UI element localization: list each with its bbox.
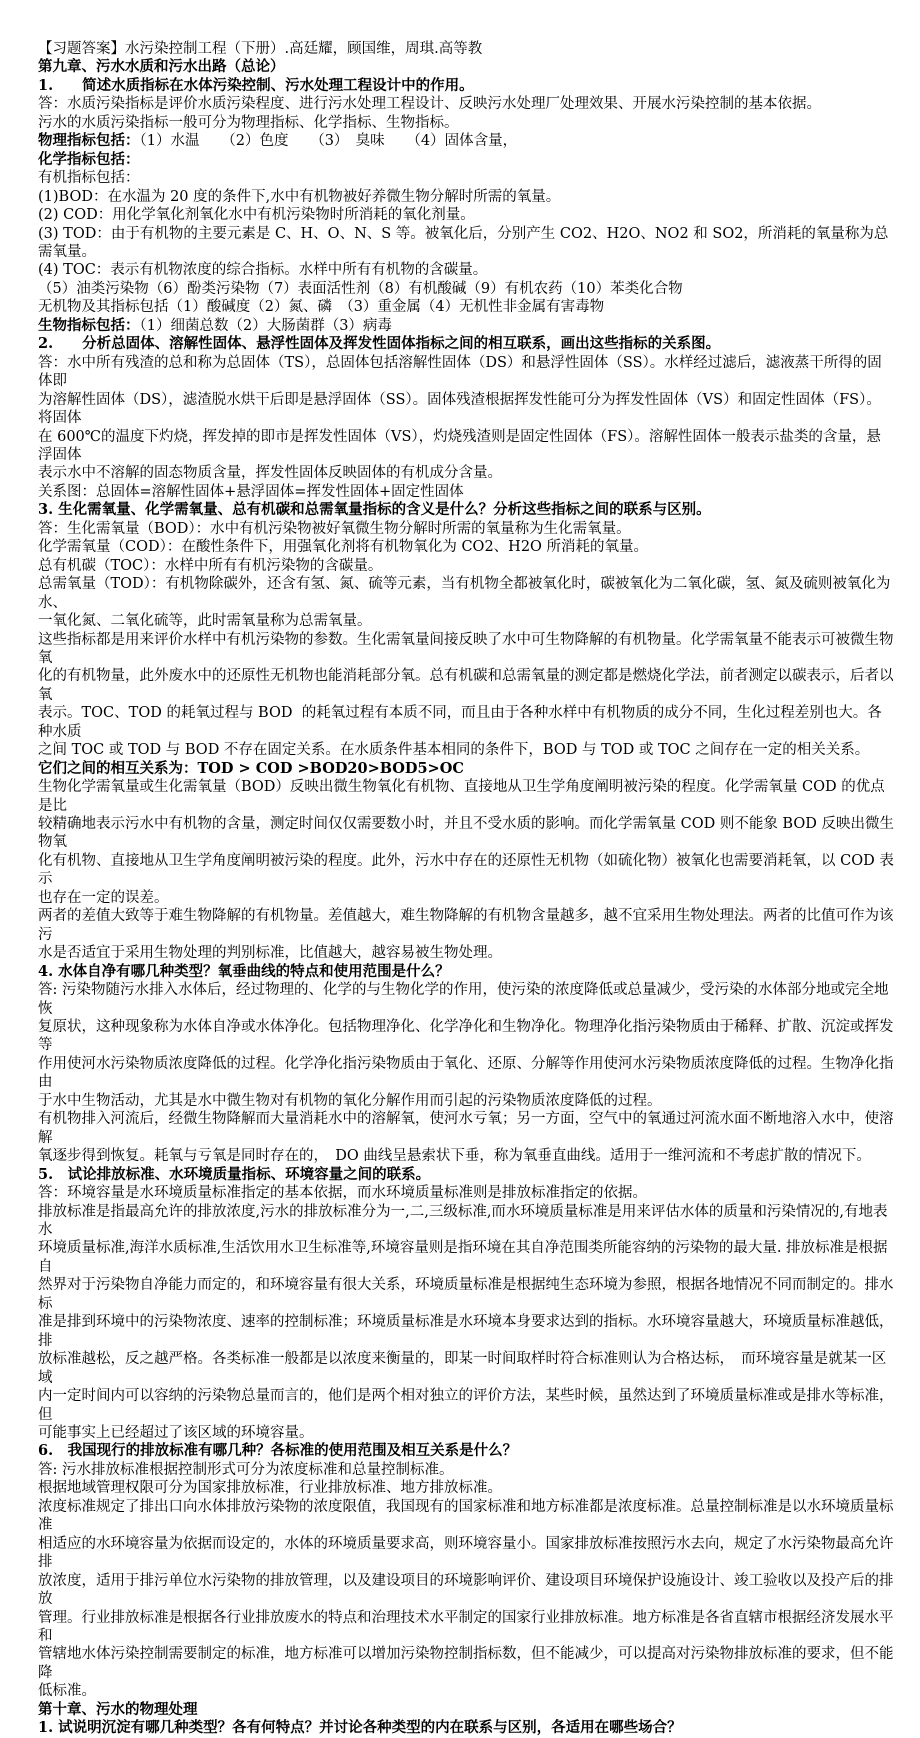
answer-line — [38, 354, 894, 391]
text-segment: 也存在一定的误差。 — [38, 889, 169, 906]
text-segment: 一氧化氮、二氧化硫等，此时需氧量称为总需氧量。 — [38, 613, 372, 630]
answer-line — [38, 1461, 894, 1479]
text-segment: 氧逐步得到恢复。耗氧与亏氧是同时存在的， DO 曲线呈悬索状下垂，称为氧垂直曲线。适用于一维河流和不考虑扩散的情况下。 — [38, 1148, 871, 1165]
text-segment: 准是排到环境中的污染物浓度、速率的控制标准；环境质量标准是水环境本身要求达到的指标。水环境容量越大，环境质量标准越低，排 — [38, 1314, 894, 1349]
text-segment: 复原状，这种现象称为水体自净或水体净化。包括物理净化、化学净化和生物净化。物理净化指污染物质由于稀释、扩散、沉淀或挥发等 — [38, 1019, 894, 1054]
text-segment: 然界对于污染物自净能力而定的，和环境容量有很大关系，环境质量标准是根据纯生态环境为参照，根据各地情况不同而制定的。排水标 — [38, 1277, 894, 1312]
text-segment: (3) TOD：由于有机物的主要元素是 C、H、O、N、S 等。被氧化后，分别产生 CO2、H2O、NO2 和 SO2，所消耗的氧量称为总需氧量。 — [38, 225, 889, 260]
text-segment: 两者的差值大致等于难生物降解的有机物量。差值越大，难生物降解的有机物含量越多，越不宜采用生物处理法。两者的比值可作为该污 — [38, 908, 894, 943]
text-segment: (2) COD：用化学氧化剂氧化水中有机污染物时所消耗的氧化剂量。 — [38, 207, 475, 224]
text-segment: 作用使河水污染物质浓度降低的过程。化学净化指污染物质由于氧化、还原、分解等作用使河水污染物质浓度降低的过程。生物净化指由 — [38, 1055, 894, 1091]
text-segment: 答：水质污染指标是评价水质污染程度、进行污水处理工程设计、反映污水处理厂处理效果、开展水污染控制的基本依据。 — [38, 96, 821, 113]
answer-line — [38, 188, 894, 206]
answer-line — [38, 741, 894, 759]
bold-text-segment: 物理指标包括： — [38, 132, 140, 150]
text-segment: 较精确地表示污水中有机物的含量，测定时间仅仅需要数小时，并且不受水质的影响。而化学需氧量 COD 则不能象 BOD 反映出微生物氧 — [38, 816, 894, 851]
text-segment: 表示。TOC、TOD 的耗氧过程与 BOD 的耗氧过程有本质不同，而且由于各种水样中有机物质的成分不同，生化过程差别也大。各种水质 — [38, 705, 882, 740]
text-segment: 于水中生物活动，尤其是水中微生物对有机物的氧化分解作用而引起的污染物质浓度降低的过程。 — [38, 1092, 662, 1109]
question-heading — [38, 501, 894, 519]
text-segment: 污水的水质污染指标一般可分为物理指标、化学指标、生物指标。 — [38, 114, 459, 131]
answer-line — [38, 944, 894, 962]
bold-text-segment: 2. 分析总固体、溶解性固体、悬浮性固体及挥发性固体指标之间的相互联系，画出这些指标的关系图。 — [38, 335, 721, 353]
text-segment: 可能事实上已经超过了该区域的环境容量。 — [38, 1424, 314, 1441]
bold-text-segment: 化学指标包括： — [38, 150, 140, 168]
text-segment: 放浓度，适用于排污单位水污染物的排放管理，以及建设项目的环境影响评价、建设项目环境保护设施设计、竣工验收以及投产后的排放 — [38, 1572, 894, 1608]
answer-line — [38, 538, 894, 556]
text-segment: 管理。行业排放标准是根据各行业排放废水的特点和治理技术水平制定的国家行业排放标准。地方标准是各省直辖市根据经济发展水平和 — [38, 1609, 894, 1644]
text-segment: 答：环境容量是水环境质量标准指定的基本依据，而水环境质量标准则是排放标准指定的依据。 — [38, 1185, 647, 1202]
text-segment: 答：生化需氧量（BOD）：水中有机污染物被好氧微生物分解时所需的氧量称为生化需氧量。 — [38, 520, 631, 537]
bold-text-segment: 1. 简述水质指标在水体污染控制、污水处理工程设计中的作用。 — [38, 76, 474, 94]
text-segment: 水是否适宜于采用生物处理的判别标准，比值越大，越容易被生物处理。 — [38, 945, 502, 962]
document-body — [38, 40, 894, 1738]
text-segment: （1）水温 （2）色度 （3） 臭味 （4）固体含量， — [139, 133, 518, 150]
text-segment: 排放标准是指最高允许的排放浓度,污水的排放标准分为一,二,三级标准,而水环境质量标准是用来评估水体的质量和污染情况的,有地表水 — [38, 1203, 888, 1238]
text-segment: 答: 污染物随污水排入水体后，经过物理的、化学的与生物化学的作用，使污染的浓度降低或总量减少，受污染的水体部分地或完全地恢 — [38, 982, 889, 1017]
answer-line — [38, 815, 894, 852]
text-segment: 内一定时间内可以容纳的污染物总量而言的，他们是两个相对独立的评价方法，某些时候，虽然达到了环境质量标准或是排水等标准，但 — [38, 1388, 894, 1423]
text-segment: 答：水中所有残渣的总和称为总固体（TS），总固体包括溶解性固体（DS）和悬浮性固体（SS）。水样经过滤后，滤液蒸干所得的固体即 — [38, 354, 882, 390]
answer-line — [38, 169, 894, 187]
question-heading — [38, 335, 894, 353]
answer-line — [38, 298, 894, 316]
bold-text-segment: 第九章、污水水质和污水出路（总论） — [38, 58, 285, 76]
bold-text-segment: 1. 试说明沉淀有哪几种类型？各有何特点？并讨论各种类型的内在联系与区别，各适用在哪些场合？ — [38, 1719, 682, 1737]
answer-line — [38, 1535, 894, 1572]
answer-line — [38, 280, 894, 298]
text-segment: (1)BOD：在水温为 20 度的条件下,水中有机物被好养微生物分解时所需的氧量。 — [38, 188, 561, 205]
answer-line — [38, 483, 894, 501]
answer-line — [38, 261, 894, 279]
answer-line — [38, 907, 894, 944]
text-segment: 化的有机物量，此外废水中的还原性无机物也能消耗部分氧。总有机碳和总需氧量的测定都是燃烧化学法，前者测定以碳表示，后者以氧 — [38, 668, 894, 703]
answer-line — [38, 704, 894, 741]
answer-line — [38, 1147, 894, 1165]
answer-line — [38, 612, 894, 630]
answer-line — [38, 575, 894, 612]
answer-line — [38, 114, 894, 132]
doc-title — [38, 40, 894, 58]
answer-line — [38, 981, 894, 1018]
answer-line — [38, 889, 894, 907]
answer-line — [38, 1350, 894, 1387]
text-segment: 这些指标都是用来评价水样中有机污染物的参数。生化需氧量间接反映了水中可生物降解的有机物量。化学需氧量不能表示可被微生物氧 — [38, 631, 894, 666]
answer-line — [38, 520, 894, 538]
text-segment: 为溶解性固体（DS），滤渣脱水烘干后即是悬浮固体（SS）。固体残渣根据挥发性能可分为挥发性固体（VS）和固定性固体（FS）。将固体 — [38, 391, 881, 427]
question-heading — [38, 1166, 894, 1184]
answer-line — [38, 1239, 894, 1276]
chapter-heading — [38, 1701, 894, 1719]
text-segment: 无机物及其指标包括（1）酸碱度（2）氮、磷 （3）重金属（4）无机性非金属有害毒物 — [38, 299, 605, 316]
answer-line — [38, 428, 894, 465]
answer-line — [38, 760, 894, 778]
text-segment: 之间 TOC 或 TOD 与 BOD 不存在固定关系。在水质条件基本相同的条件下，BOD 与 TOD 或 TOC 之间存在一定的相关关系。 — [38, 742, 870, 759]
answer-line — [38, 391, 894, 428]
text-segment: （1）细菌总数（2）大肠菌群（3）病毒 — [139, 317, 392, 334]
text-segment: 低标准。 — [38, 1683, 96, 1700]
answer-line — [38, 1018, 894, 1055]
text-segment: 化学需氧量（COD）：在酸性条件下，用强氧化剂将有机物氧化为 CO2、H2O 所消耗的氧量。 — [38, 539, 649, 556]
text-segment: 总有机碳（TOC）：水样中所有有机污染物的含碳量。 — [38, 557, 383, 574]
answer-line — [38, 1092, 894, 1110]
answer-line — [38, 225, 894, 262]
answer-line — [38, 1313, 894, 1350]
text-segment: 管辖地水体污染控制需要制定的标准，地方标准可以增加污染物控制指标数，但不能减少，可以提高对污染物排放标准的要求，但不能降 — [38, 1646, 894, 1681]
text-segment: 生物化学需氧量或生化需氧量（BOD）反映出微生物氧化有机物、直接地从卫生学角度阐明被污染的程度。化学需氧量 COD 的优点是比 — [38, 779, 885, 814]
text-segment: 相适应的水环境容量为依据而设定的，水体的环境质量要求高，则环境容量小。国家排放标准按照污水去向，规定了水污染物最高允许排 — [38, 1535, 894, 1571]
bold-text-segment: 4. 水体自净有哪几种类型？氧垂曲线的特点和使用范围是什么？ — [38, 962, 450, 980]
text-segment: 化有机物、直接地从卫生学角度阐明被污染的程度。此外，污水中存在的还原性无机物（如硫化物）被氧化也需要消耗氧，以 COD 表示 — [38, 852, 894, 888]
answer-line — [38, 1110, 894, 1147]
answer-line — [38, 1609, 894, 1646]
text-segment: 【习题答案】水污染控制工程（下册）.高廷耀，顾国维，周琪.高等教 — [38, 41, 483, 57]
text-segment: 有机指标包括： — [38, 170, 140, 187]
bold-text-segment: 生物指标包括： — [38, 316, 140, 334]
answer-line — [38, 1645, 894, 1682]
answer-line — [38, 1055, 894, 1092]
question-heading — [38, 77, 894, 95]
text-segment: 有机物排入河流后，经微生物降解而大量消耗水中的溶解氧，使河水亏氧；另一方面，空气中的氧通过河流水面不断地溶入水中，使溶解 — [38, 1111, 894, 1146]
answer-line — [38, 1498, 894, 1535]
answer-line — [38, 1203, 894, 1240]
answer-line — [38, 1479, 894, 1497]
answer-line — [38, 631, 894, 668]
answer-line — [38, 1387, 894, 1424]
text-segment: 在 600℃的温度下灼烧，挥发掉的即市是挥发性固体（VS），灼烧残渣则是固定性固体（FS）。溶解性固体一般表示盐类的含量，悬浮固体 — [38, 428, 881, 463]
text-segment: 根据地域管理权限可分为国家排放标准，行业排放标准、地方排放标准。 — [38, 1480, 502, 1497]
text-segment: 关系图：总固体=溶解性固体+悬浮固体=挥发性固体+固定性固体 — [38, 483, 464, 500]
text-segment: 答: 污水排放标准根据控制形式可分为浓度标准和总量控制标准。 — [38, 1461, 454, 1478]
answer-line — [38, 317, 894, 335]
text-segment: 浓度标准规定了排出口向水体排放污染物的浓度限值，我国现有的国家标准和地方标准都是浓度标准。总量控制标准是以水环境质量标准 — [38, 1498, 894, 1534]
answer-line — [38, 852, 894, 889]
bold-text-segment: 5. 试论排放标准、水环境质量指标、环境容量之间的联系。 — [38, 1165, 431, 1183]
text-segment: 环境质量标准,海洋水质标准,生活饮用水卫生标准等,环境容量则是指环境在其自净范围类所能容纳的污染物的最大量. 排放标准是根据自 — [38, 1240, 888, 1275]
answer-line — [38, 95, 894, 113]
text-segment: 总需氧量（TOD）：有机物除碳外，还含有氢、氮、硫等元素，当有机物全都被氧化时，碳被氧化为二氧化碳，氢、氮及硫则被氧化为水、 — [38, 576, 891, 611]
answer-line — [38, 667, 894, 704]
answer-line — [38, 464, 894, 482]
answer-line — [38, 557, 894, 575]
answer-line — [38, 1424, 894, 1442]
answer-line — [38, 132, 894, 150]
question-heading — [38, 963, 894, 981]
text-segment: （5）油类污染物（6）酚类污染物（7）表面活性剂（8）有机酸碱（9）有机农药（10）苯类化合物 — [38, 280, 683, 297]
bold-text-segment: 6. 我国现行的排放标准有哪几种？各标准的使用范围及相互关系是什么？ — [38, 1442, 518, 1460]
text-segment: 放标准越松，反之越严格。各类标准一般都是以浓度来衡量的，即某一时间取样时符合标准则认为合格达标， 而环境容量是就某一区域 — [38, 1351, 887, 1386]
chapter-heading — [38, 58, 894, 76]
text-segment: 表示水中不溶解的固态物质含量，挥发性固体反映固体的有机成分含量。 — [38, 465, 502, 482]
question-heading — [38, 1442, 894, 1460]
answer-line — [38, 1276, 894, 1313]
answer-line — [38, 151, 894, 169]
answer-line — [38, 1184, 894, 1202]
bold-text-segment: 3. 生化需氧量、化学需氧量、总有机碳和总需氧量指标的含义是什么？分析这些指标之间的联系与区别。 — [38, 501, 711, 519]
answer-line — [38, 778, 894, 815]
answer-line — [38, 1572, 894, 1609]
answer-line — [38, 206, 894, 224]
bold-text-segment: 它们之间的相互关系为：TOD > COD >BOD20>BOD5>OC — [38, 759, 464, 777]
answer-line — [38, 1682, 894, 1700]
question-heading — [38, 1719, 894, 1737]
bold-text-segment: 第十章、污水的物理处理 — [38, 1700, 198, 1718]
text-segment: (4) TOC：表示有机物浓度的综合指标。水样中所有有机物的含碳量。 — [38, 262, 488, 279]
